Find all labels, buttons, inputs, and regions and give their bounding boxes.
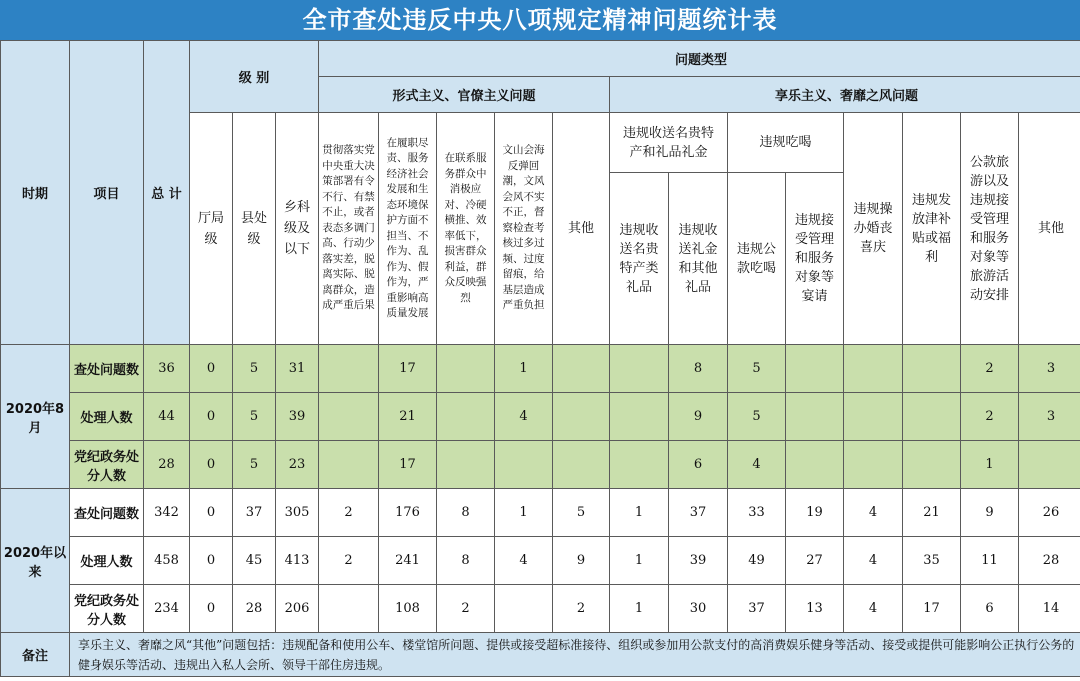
value-cell: 27 [786,537,844,585]
value-cell: 37 [728,585,786,633]
gift-col-specialty: 违规收送名贵特产类礼品 [610,173,669,345]
value-cell: 13 [786,585,844,633]
table-row [1,393,1080,441]
value-cell: 49 [728,537,786,585]
value-cell: 108 [379,585,437,633]
dining-col-banquet: 违规接受管理和服务对象等宴请 [786,173,844,345]
table-row [1,441,1080,489]
value-cell [319,585,379,633]
value-cell [437,441,495,489]
value-cell: 37 [233,489,276,537]
value-cell: 2 [319,537,379,585]
row-item-label: 党纪政务处分人数 [70,585,144,633]
value-cell: 21 [379,393,437,441]
level-col-bureau: 厅局级 [190,113,233,345]
formalism-header: 形式主义、官僚主义问题 [319,77,610,113]
formalism-col-3: 在联系服务群众中消极应对、冷硬横推、效率低下，损害群众利益，群众反映强烈 [437,113,495,345]
value-cell [610,441,669,489]
gift-col-cash: 违规收送礼金和其他礼品 [669,173,728,345]
row-item-label: 查处问题数 [70,345,144,393]
value-cell: 35 [903,537,961,585]
value-cell: 30 [669,585,728,633]
value-cell: 2 [553,585,610,633]
value-cell: 5 [728,393,786,441]
value-cell: 3 [1019,393,1080,441]
value-cell: 2 [961,345,1019,393]
formalism-col-1: 贯彻落实党中央重大决策部署有令不行、有禁不止，或者表态多调门高、行动少落实差，脱离实际、脱离群众，造成严重后果 [319,113,379,345]
row-item-label: 查处问题数 [70,489,144,537]
value-cell: 5 [233,441,276,489]
total-cell: 36 [144,345,190,393]
formalism-col-other: 其他 [553,113,610,345]
value-cell [553,441,610,489]
value-cell: 0 [190,441,233,489]
value-cell [903,441,961,489]
row-item-label: 处理人数 [70,537,144,585]
page-title: 全市查处违反中央八项规定精神问题统计表 [0,0,1080,40]
value-cell: 5 [553,489,610,537]
value-cell: 4 [728,441,786,489]
value-cell [903,345,961,393]
value-cell: 26 [1019,489,1080,537]
value-cell: 6 [961,585,1019,633]
value-cell: 1 [495,345,553,393]
value-cell: 39 [669,537,728,585]
remark-text: 享乐主义、奢靡之风“其他”问题包括：违规配备和使用公车、楼堂馆所问题、提供或接受超标准接待、组织或参加用公款支付的高消费娱乐健身等活动、接受或提供可能影响公正执行公务的健身娱乐等活动、违规出入私人会所、领导干部住房违规。 [70,633,1080,677]
value-cell: 45 [233,537,276,585]
item-header: 项目 [70,41,144,345]
value-cell: 4 [844,537,903,585]
formalism-col-2: 在履职尽责、服务经济社会发展和生态环境保护方面不担当、不作为、乱作为、假作为，严重影响高质量发展 [379,113,437,345]
total-cell: 44 [144,393,190,441]
row-item-label: 党纪政务处分人数 [70,441,144,489]
value-cell: 0 [190,537,233,585]
value-cell [437,345,495,393]
total-cell: 234 [144,585,190,633]
hedonism-header: 享乐主义、奢靡之风问题 [610,77,1080,113]
value-cell: 206 [276,585,319,633]
table-row [1,489,1080,537]
formalism-col-4: 文山会海反弹回潮，文风会风不实不正，督察检查考核过多过频、过度留痕，给基层造成严重负担 [495,113,553,345]
value-cell: 4 [844,489,903,537]
value-cell: 176 [379,489,437,537]
value-cell [844,345,903,393]
value-cell [437,393,495,441]
table-row [1,585,1080,633]
value-cell: 1 [961,441,1019,489]
table-row [1,537,1080,585]
value-cell [844,393,903,441]
gift-group-header: 违规收送名贵特产和礼品礼金 [610,113,728,173]
level-col-county: 县处级 [233,113,276,345]
value-cell: 0 [190,489,233,537]
value-cell [610,345,669,393]
value-cell: 28 [1019,537,1080,585]
value-cell: 5 [728,345,786,393]
value-cell: 2 [961,393,1019,441]
value-cell: 17 [903,585,961,633]
value-cell [903,393,961,441]
row-item-label: 处理人数 [70,393,144,441]
value-cell: 1 [610,537,669,585]
value-cell: 8 [437,537,495,585]
value-cell [786,441,844,489]
value-cell: 4 [495,537,553,585]
hedonism-col-allowance: 违规发放津补贴或福利 [903,113,961,345]
value-cell [786,345,844,393]
value-cell [553,393,610,441]
value-cell: 23 [276,441,319,489]
total-cell: 28 [144,441,190,489]
level-col-township: 乡科级及以下 [276,113,319,345]
value-cell: 9 [669,393,728,441]
hedonism-col-travel: 公款旅游以及违规接受管理和服务对象等旅游活动安排 [961,113,1019,345]
value-cell: 11 [961,537,1019,585]
value-cell: 39 [276,393,319,441]
value-cell: 9 [961,489,1019,537]
value-cell: 17 [379,345,437,393]
level-header: 级 别 [190,41,319,113]
total-cell: 342 [144,489,190,537]
value-cell: 0 [190,585,233,633]
hedonism-col-other: 其他 [1019,113,1080,345]
value-cell: 241 [379,537,437,585]
value-cell: 37 [669,489,728,537]
value-cell: 0 [190,393,233,441]
value-cell: 5 [233,393,276,441]
value-cell [844,441,903,489]
value-cell: 28 [233,585,276,633]
value-cell: 0 [190,345,233,393]
value-cell: 9 [553,537,610,585]
value-cell: 4 [495,393,553,441]
value-cell [319,441,379,489]
value-cell: 305 [276,489,319,537]
value-cell: 1 [610,489,669,537]
value-cell [319,345,379,393]
value-cell [553,345,610,393]
period-label: 2020年以来 [1,489,70,633]
period-label: 2020年8月 [1,345,70,489]
value-cell: 1 [495,489,553,537]
value-cell: 2 [319,489,379,537]
dining-group-header: 违规吃喝 [728,113,844,173]
issue-type-header: 问题类型 [319,41,1080,77]
remark-label: 备注 [1,633,70,677]
value-cell: 17 [379,441,437,489]
value-cell: 3 [1019,345,1080,393]
table-row [1,345,1080,393]
value-cell [1019,441,1080,489]
value-cell [319,393,379,441]
value-cell: 8 [669,345,728,393]
value-cell [786,393,844,441]
value-cell [495,441,553,489]
value-cell [495,585,553,633]
value-cell [610,393,669,441]
period-header: 时期 [1,41,70,345]
value-cell: 19 [786,489,844,537]
value-cell: 6 [669,441,728,489]
total-header: 总 计 [144,41,190,345]
value-cell: 5 [233,345,276,393]
statistics-table [0,40,1080,677]
hedonism-col-wedding: 违规操办婚丧喜庆 [844,113,903,345]
value-cell: 14 [1019,585,1080,633]
value-cell: 4 [844,585,903,633]
value-cell: 31 [276,345,319,393]
dining-col-public: 违规公款吃喝 [728,173,786,345]
value-cell: 2 [437,585,495,633]
value-cell: 21 [903,489,961,537]
value-cell: 1 [610,585,669,633]
total-cell: 458 [144,537,190,585]
value-cell: 413 [276,537,319,585]
value-cell: 8 [437,489,495,537]
value-cell: 33 [728,489,786,537]
